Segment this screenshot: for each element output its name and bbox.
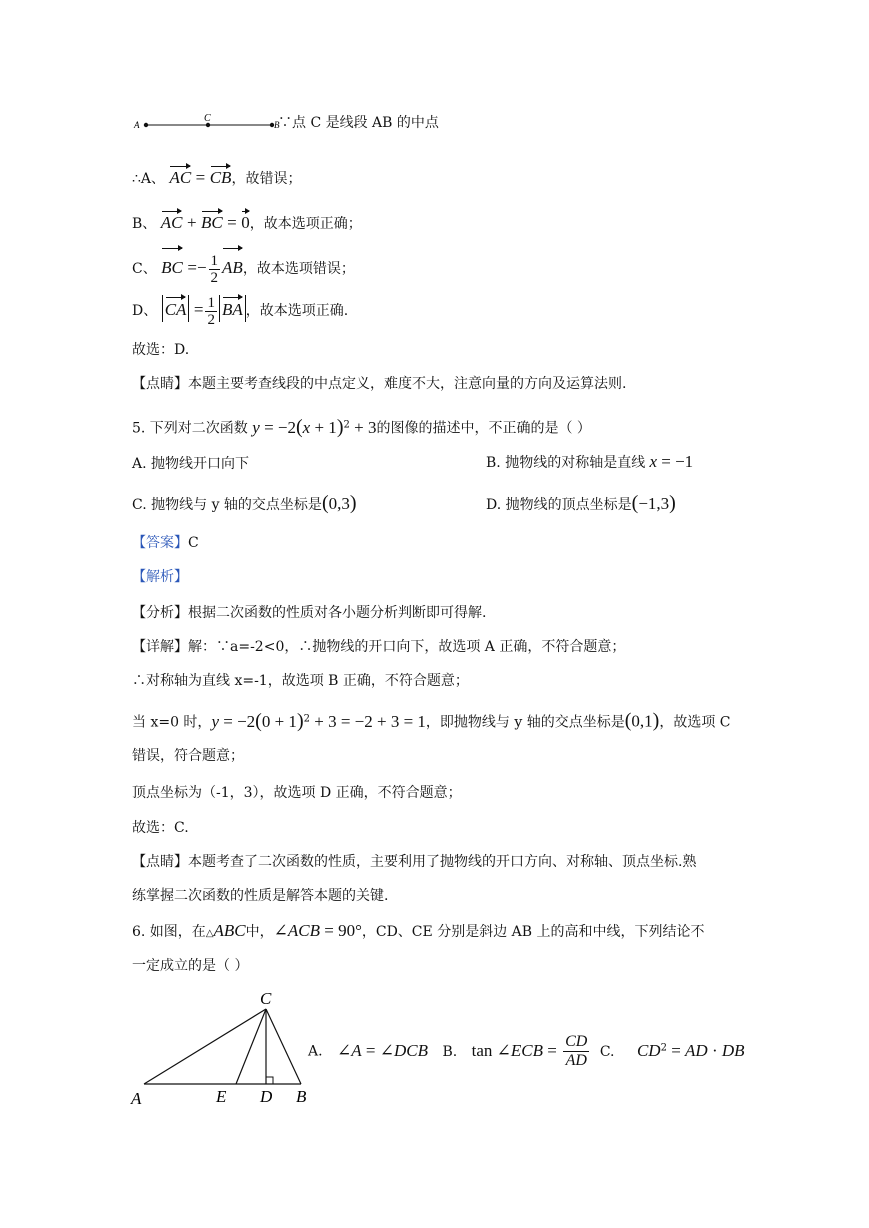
segment-ab-figure [132,112,282,134]
q6-stem: 6. 如图，在△ABC中，∠ACB = 90°，CD、CE 分别是斜边 AB 上的高和中线，下列结论不 [132,921,705,940]
q5-option-d: D. 抛物线的顶点坐标是(−1,3) [486,492,676,514]
q4-a-prefix: ∴A、 [132,171,166,187]
q5-when-suffix: ，即抛物线与 y 轴的交点坐标是 [425,714,625,731]
q4-b-prefix: B、 [132,216,157,232]
q5-option-b: B. 抛物线的对称轴是直线 x = −1 [486,452,694,471]
segment-label-c: C [204,113,211,124]
fraction-one-half: $\frac{1}{2}$ [210,252,219,286]
q5-option-a: A. 抛物线开口向下 [132,456,250,472]
q5-option-b-text: B. 抛物线的对称轴是直线 [486,455,646,471]
q5-stem-suffix: 的图像的描述中，不正确的是（ ） [376,420,591,437]
q6-stem-mid: 中， [245,924,274,940]
q4-d-suffix: ，故本选项正确. [245,303,349,319]
q4-option-a-line: ∴A、 AC = CB，故错误； [132,164,301,189]
q6-stem-suffix: ，CD、CE 分别是斜边 AB 上的高和中线，下列结论不 [361,924,705,940]
q5-function-formula: $y = -2(x + 1)^2 + 3$ [252,415,377,438]
q6-option-a-label: A. [308,1043,323,1060]
q5-comment-1: 【点睛】本题考查了二次函数的性质，主要利用了抛物线的开口方向、对称轴、顶点坐标.熟 [132,854,697,870]
q6-option-a-formula: ∠A = ∠DCB [337,1040,428,1060]
abs-vector-ca: CA [162,295,190,322]
zero-vector: 0 [241,209,250,233]
vector-cb: CB [210,164,232,188]
q4-comment: 【点睛】本题主要考查线段的中点定义，难度不大，注意向量的方向及运算法则. [132,376,627,392]
triangle-label-b: B [296,1087,307,1106]
q5-option-d-text: D. 抛物线的顶点坐标是 [486,497,632,513]
q5-stem-prefix: 5. 下列对二次函数 [132,420,248,437]
q6-option-b-formula: tan ∠ECB = $\frac{CD}{AD}$ [471,1033,588,1070]
triangle-label-d: D [260,1087,273,1106]
q4-option-d-line: D、 CA = $\frac{1}{2}$ BA ，故本选项正确. [132,294,349,328]
q5-when-tail: ，故选项 C [659,714,731,731]
answer-tag: 【答案】 [132,535,188,551]
segment-line [132,112,443,136]
vector-ac: AC [169,164,191,188]
q5-option-c: C. 抛物线与 y 轴的交点坐标是(0,3) [132,492,357,514]
vector-bc: BC [201,209,223,233]
midpoint-statement: ∵点 C 是线段 AB 的中点 [278,115,439,131]
q4-b-suffix: ，故本选项正确； [249,216,362,232]
q4-d-prefix: D、 [132,303,158,319]
vector-ab: AB [222,246,243,286]
q4-option-c-line: C、 BC =− $\frac{1}{2}$ AB，故本选项错误； [132,246,355,282]
q6-stem-2: 一定成立的是（ ） [132,958,249,974]
q5-detail: 【详解】解：∵a=-2<0，∴抛物线的开口向下，故选项 A 正确，不符合题意； [132,639,626,655]
triangle-figure [125,988,325,1108]
triangle-label-a: A [131,1089,142,1108]
q5-vertex: 顶点坐标为（-1，3），故选项 D 正确，不符合题意； [132,785,462,801]
q5-wrong: 错误，符合题意； [132,748,244,764]
q6-option-c-formula: $CD^2$ = AD · DB [636,1040,745,1060]
q5-when-line: 当 x=0 时，$y = -2(0 + 1)^2 + 3 = -2 + 3 = 1$，即抛物线与 y 轴的交点坐标是(0,1)，故选项 C [132,709,731,732]
q6-option-c-label: C. [599,1043,615,1060]
q6-option-b-label: B. [442,1043,458,1060]
triangle-label-c: C [260,989,272,1008]
segment-label-b: B [274,120,280,130]
vector-ac: AC [161,209,183,233]
q5-axis: ∴对称轴为直线 x=-1，故选项 B 正确，不符合题意； [132,673,469,689]
q4-c-suffix: ，故本选项错误； [242,261,355,277]
q5-comment-2: 练掌握二次函数的性质是解答本题的关键. [132,888,389,904]
abs-vector-ba: BA [219,295,246,322]
triangle-label-e: E [216,1087,227,1106]
q4-option-b-line: B、 AC + BC = 0，故本选项正确； [132,209,362,234]
q5-stem [132,410,591,440]
q5-option-c-text: C. 抛物线与 y 轴的交点坐标是 [132,497,322,513]
q6-stem-prefix: 6. 如图，在 [132,924,206,940]
analysis-tag: 【解析】 [132,569,188,585]
q5-choose: 故选：C. [132,820,189,836]
q5-answer [132,533,199,553]
answer-value: C [188,535,199,551]
q4-c-prefix: C、 [132,261,157,277]
fraction-one-half: $\frac{1}{2}$ [207,294,215,328]
q5-analysis: 【分析】根据二次函数的性质对各小题分析判断即可得解. [132,605,487,621]
q4-choose: 故选：D. [132,342,190,358]
q5-evaluation-formula: $y = -2(0 + 1)^2 + 3 = -2 + 3 = 1$ [211,709,426,732]
segment-label-a: A [134,120,140,130]
q5-when-prefix: 当 x=0 时， [132,714,212,731]
vector-bc: BC [161,246,183,286]
q6-options [308,1028,745,1072]
q4-a-suffix: ，故错误； [231,171,302,187]
